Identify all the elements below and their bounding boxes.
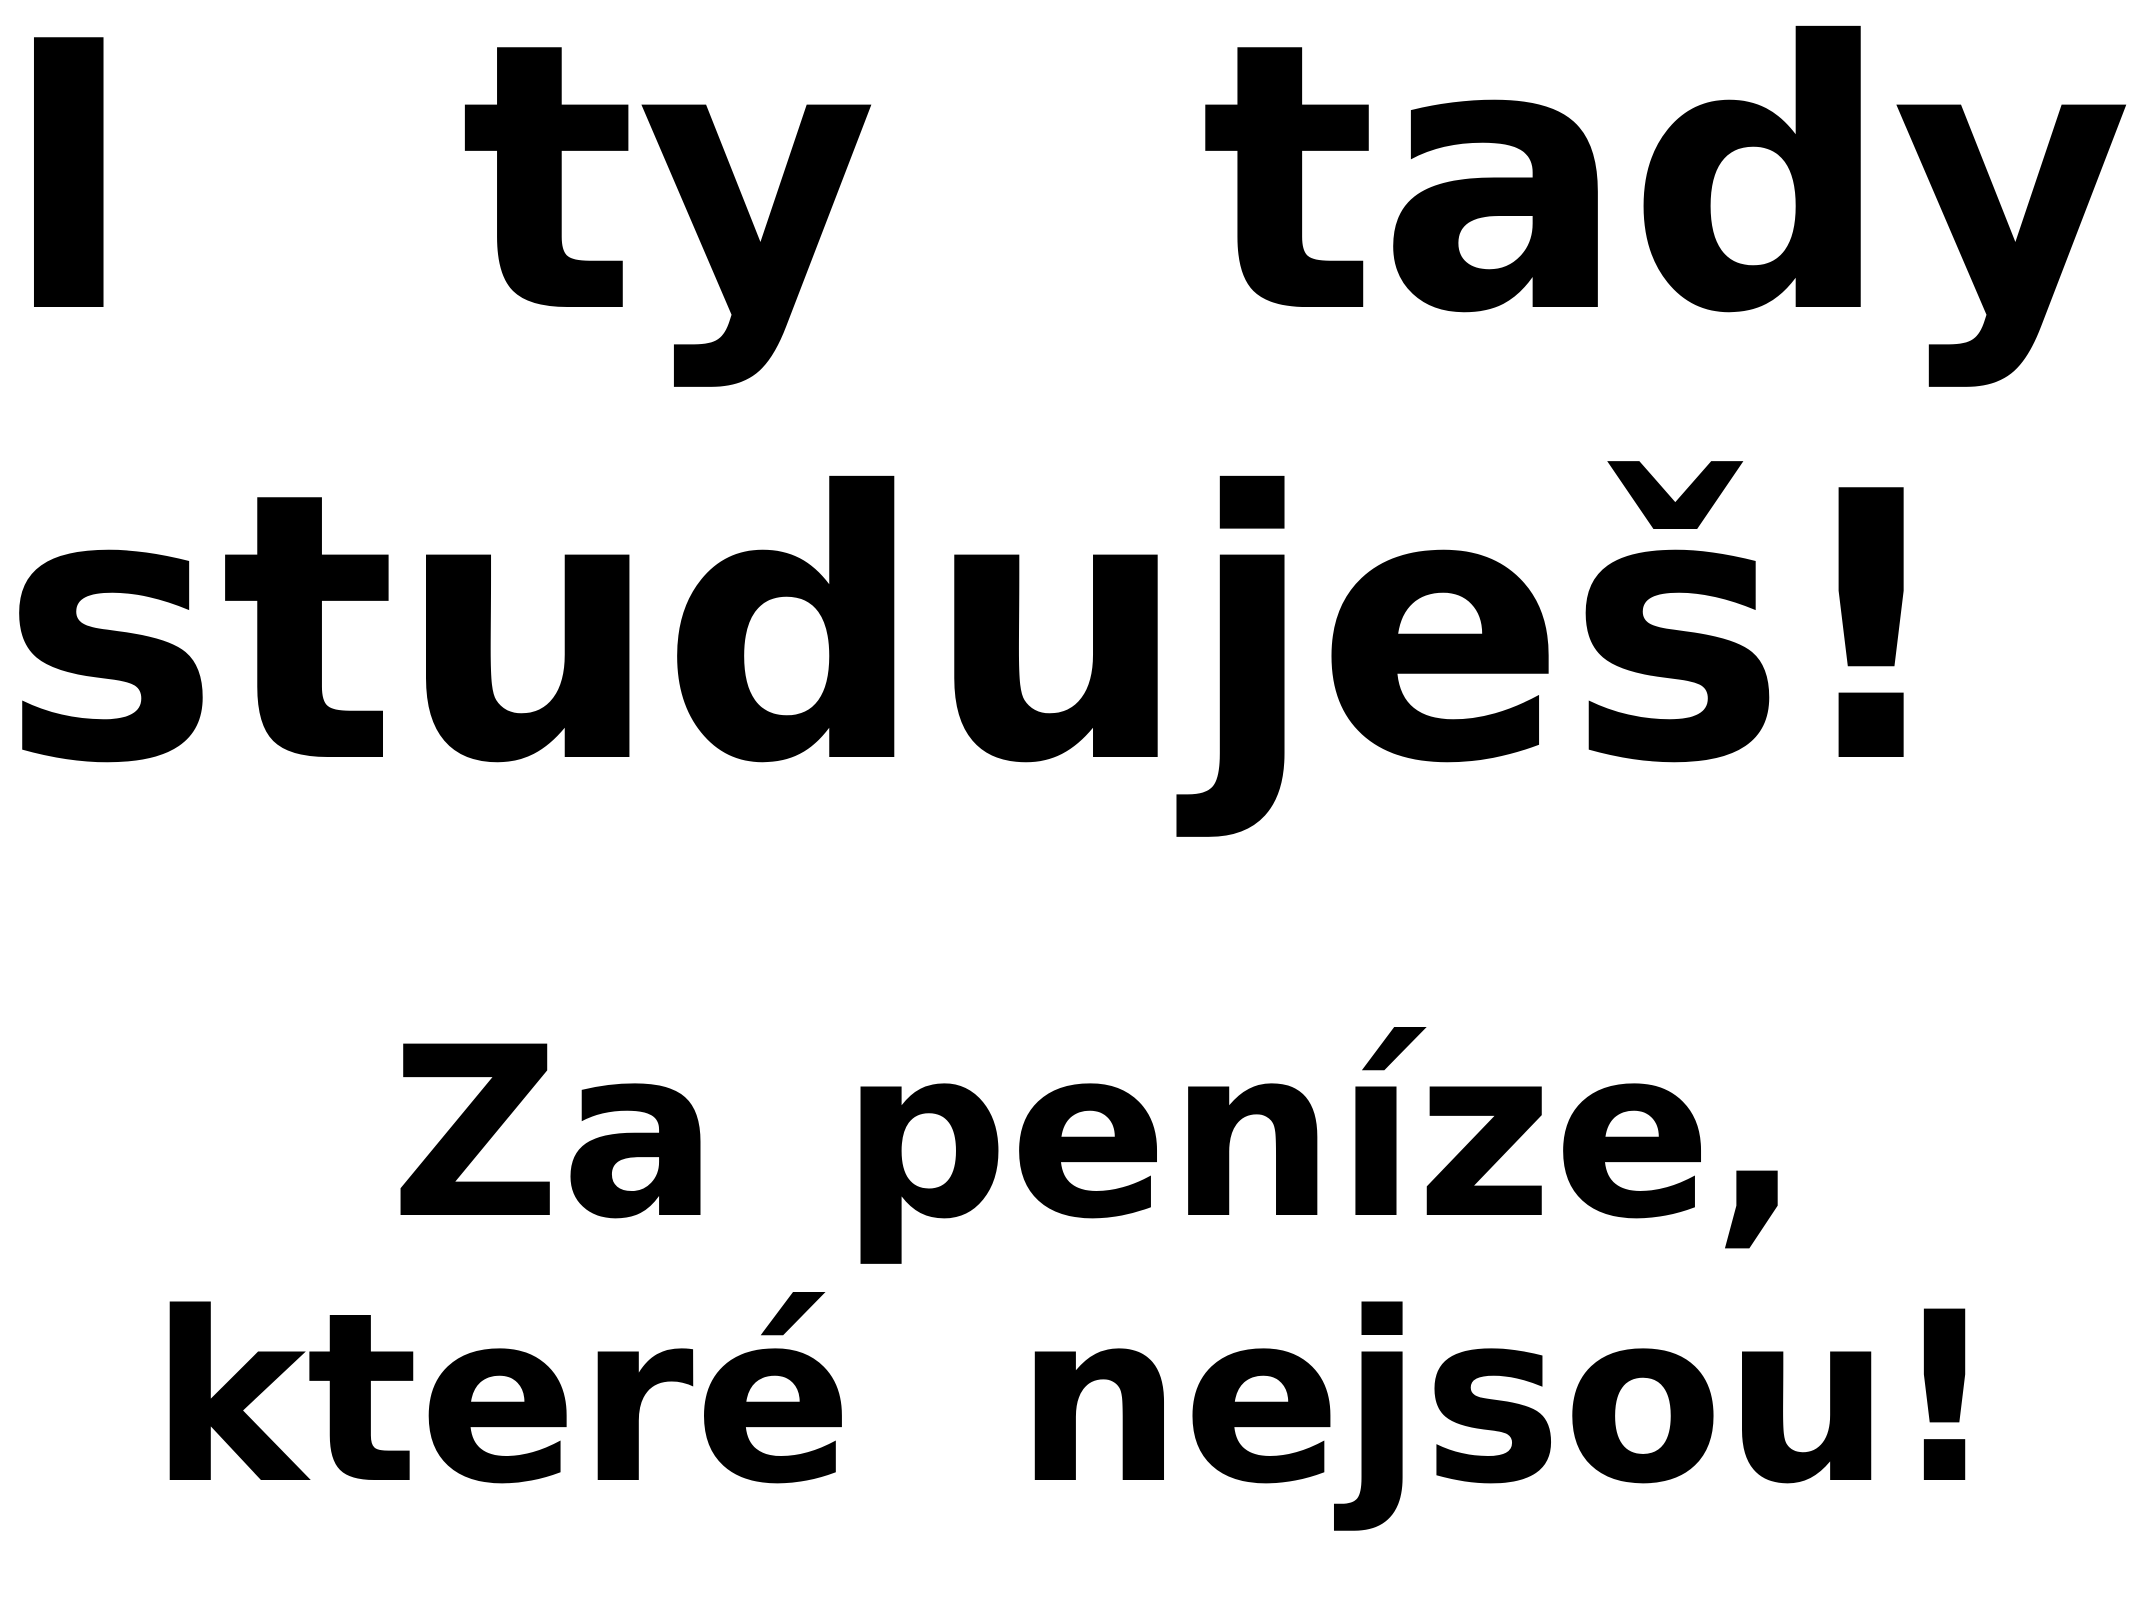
subline-line-2: které nejsou! xyxy=(150,1263,1999,1536)
subline-line-1: Za peníze, xyxy=(390,998,1802,1271)
headline-line-2: studuješ! xyxy=(0,415,1956,845)
headline-line-1: I ty tady xyxy=(0,0,2133,395)
